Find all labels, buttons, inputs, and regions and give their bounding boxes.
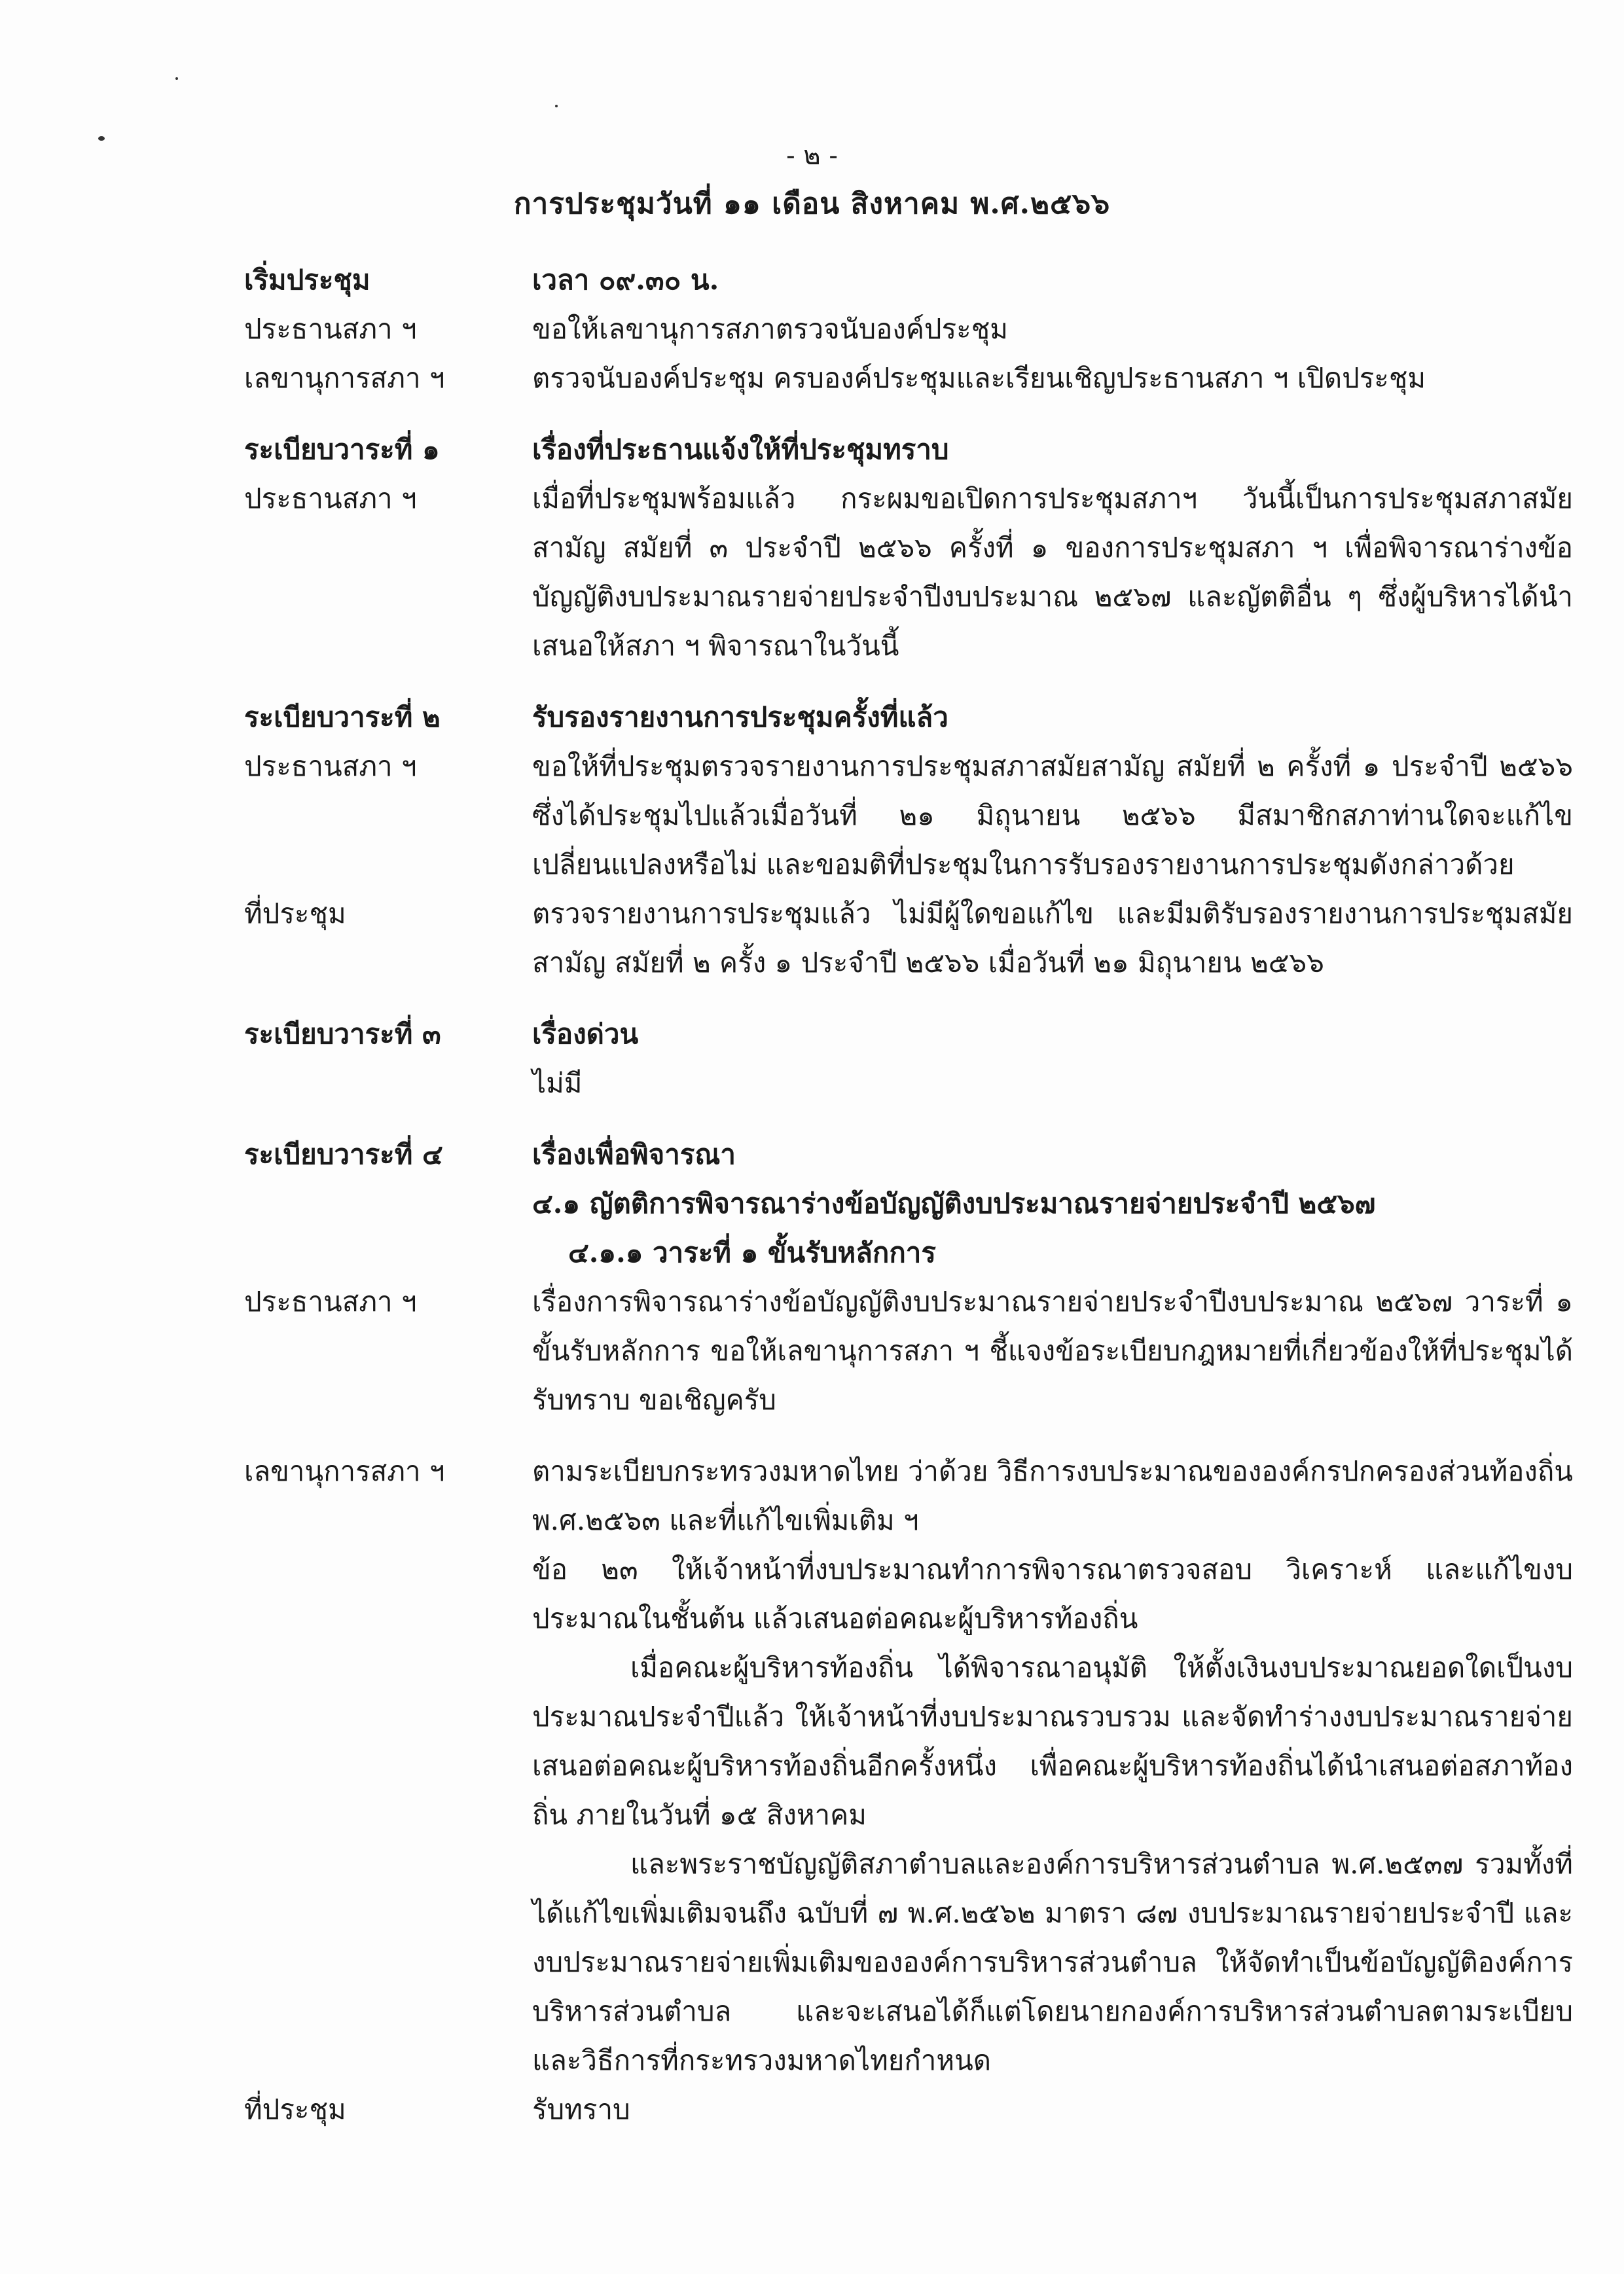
secretary-text [532,1447,1573,2085]
opening-label: เริ่มประชุม [244,264,370,296]
agenda-subtitle-1: ๔.๑ ญัตติการพิจารณาร่างข้อบัญญัติงบประมาณรายจ่ายประจำปี ๒๕๖๗ [532,1187,1376,1219]
minutes-body [244,255,1573,2134]
secretary-paragraph: ข้อ ๒๓ ให้เจ้าหน้าที่งบประมาณทำการพิจารณาตรวจสอบ วิเคราะห์ และแก้ไขงบประมาณในชั้นต้น แล้วเสนอต่อคณะผู้บริหารท้องถิ่น [532,1553,1573,1634]
agenda-subtitle-2: ๔.๑.๑ วาระที่ ๑ ขั้นรับหลักการ [568,1236,936,1269]
secretary-paragraph: และพระราชบัญญัติสภาตำบลและองค์การบริหารส่วนตำบล พ.ศ.๒๕๓๗ รวมทั้งที่ได้แก้ไขเพิ่มเติมจนถึง ฉบับที่ ๗ พ.ศ.๒๕๖๒ มาตรา ๘๗ งบประมาณรายจ่ายประจำปี และงบประมาณรายจ่ายเพิ่มเติมขององค์การบริหารส่วนตำบล ให้จัดทำเป็นข้อบัญญัติองค์การบริหารส่วนตำบล และจะเสนอได้ก็แต่โดยนายกองค์การบริหารส่วนตำบลตามระเบียบ และวิธีการที่กระทรวงมหาดไทยกำหนด [532,1848,1573,2076]
agenda-4-speech [244,1277,1573,1424]
agenda-label: ระเบียบวาระที่ ๑ [244,433,440,465]
agenda-3-block [532,1009,1573,1108]
agenda-4-secretary [244,1447,1573,2085]
secretary-paragraph: ตามระเบียบกระทรวงมหาดไทย ว่าด้วย วิธีการงบประมาณขององค์กรปกครองส่วนท้องถิ่น พ.ศ.๒๕๖๓ และที่แก้ไขเพิ่มเติม ฯ [532,1455,1574,1536]
agenda-2-resolution [244,889,1573,987]
speaker-text: ขอให้ที่ประชุมตรวจรายงานการประชุมสภาสมัยสามัญ สมัยที่ ๒ ครั้งที่ ๑ ประจำปี ๒๕๖๖ ซึ่งได้ประชุมไปแล้วเมื่อวันที่ ๒๑ มิถุนายน ๒๕๖๖ มีสมาชิกสภาท่านใดจะแก้ไขเปลี่ยนแปลงหรือไม่ และขอมติที่ประชุมในการรับรองรายงานการประชุมดังกล่าวด้วย [532,750,1573,880]
resolution-text: ตรวจรายงานการประชุมแล้ว ไม่มีผู้ใดขอแก้ไข และมีมติรับรองรายงานการประชุมสมัยสามัญ สมัยที่ ๒ ครั้ง ๑ ประจำปี ๒๕๖๖ เมื่อวันที่ ๒๑ มิถุนายน ๒๕๖๖ [532,897,1573,979]
agenda-title: เรื่องที่ประธานแจ้งให้ที่ประชุมทราบ [532,433,949,465]
speaker-text: เรื่องการพิจารณาร่างข้อบัญญัติงบประมาณรายจ่ายประจำปีงบประมาณ ๒๕๖๗ วาระที่ ๑ ขั้นรับหลักการ ขอให้เลขานุการสภา ฯ ชี้แจงข้อระเบียบกฎหมายที่เกี่ยวข้องให้ที่ประชุมได้รับทราบ ขอเชิญครับ [532,1286,1573,1416]
speaker-text: เมื่อที่ประชุมพร้อมแล้ว กระผมขอเปิดการประชุมสภาฯ วันนี้เป็นการประชุมสภาสมัยสามัญ สมัยที่ ๓ ประจำปี ๒๕๖๖ ครั้งที่ ๑ ของการประชุมสภา ฯ เพื่อพิจารณาร่างข้อบัญญัติงบประมาณรายจ่ายประจำปีงบประมาณ ๒๕๖๗ และญัตติอื่น ๆ ซึ่งผู้บริหารได้นำเสนอให้สภา ฯ พิจารณาในวันนี้ [532,482,1573,662]
agenda-4-titles [532,1130,1573,1277]
agenda-text: ไม่มี [532,1067,583,1099]
speaker-label: ประธานสภา ฯ [244,313,417,345]
opening-line [244,353,1573,403]
resolution-label: ที่ประชุม [244,897,346,929]
speaker-text: ขอให้เลขานุการสภาตรวจนับองค์ประชุม [532,313,1008,345]
agenda-label: ระเบียบวาระที่ ๒ [244,701,441,733]
speaker-label: ประธานสภา ฯ [244,1286,417,1318]
agenda-title: เรื่องเพื่อพิจารณา [532,1138,736,1170]
page-number: - ๒ - [786,141,838,171]
resolution-label: ที่ประชุม [244,2093,346,2125]
agenda-1-heading [244,425,1573,474]
speaker-label: เลขานุการสภา ฯ [244,1455,445,1487]
agenda-label: ระเบียบวาระที่ ๓ [244,1018,441,1050]
agenda-1-speech [244,474,1573,670]
speaker-label: เลขานุการสภา ฯ [244,362,445,394]
agenda-title: เรื่องด่วน [532,1018,639,1050]
speaker-label: ประธานสภา ฯ [244,482,417,514]
agenda-title: รับรองรายงานการประชุมครั้งที่แล้ว [532,701,948,733]
agenda-2-speech [244,742,1573,889]
opening-line [244,304,1573,353]
agenda-4-resolution [244,2085,1573,2134]
agenda-3-heading [244,1009,1573,1108]
agenda-label: ระเบียบวาระที่ ๔ [244,1138,443,1170]
meeting-title: การประชุมวันที่ ๑๑ เดือน สิงหาคม พ.ศ.๒๕๖๖ [513,187,1111,221]
secretary-paragraph: เมื่อคณะผู้บริหารท้องถิ่น ได้พิจารณาอนุมัติ ให้ตั้งเงินงบประมาณยอดใดเป็นงบประมาณประจำปีแล้ว ให้เจ้าหน้าที่งบประมาณรวบรวม และจัดทำร่างงบประมาณรายจ่ายเสนอต่อคณะผู้บริหารท้องถิ่นอีกครั้งหนึ่ง เพื่อคณะผู้บริหารท้องถิ่นได้นำเสนอต่อสภาท้องถิ่น ภายในวันที่ ๑๕ สิงหาคม [532,1651,1573,1831]
agenda-4-heading [244,1130,1573,1277]
scan-speck [175,77,178,80]
speaker-text: ตรวจนับองค์ประชุม ครบองค์ประชุมและเรียนเชิญประธานสภา ฯ เปิดประชุม [532,362,1426,394]
agenda-2-heading [244,693,1573,742]
opening-time: เวลา ๐๙.๓๐ น. [532,264,719,296]
scan-speck [555,105,558,107]
opening-row [244,255,1573,304]
resolution-text: รับทราบ [532,2093,630,2125]
speaker-label: ประธานสภา ฯ [244,750,417,782]
